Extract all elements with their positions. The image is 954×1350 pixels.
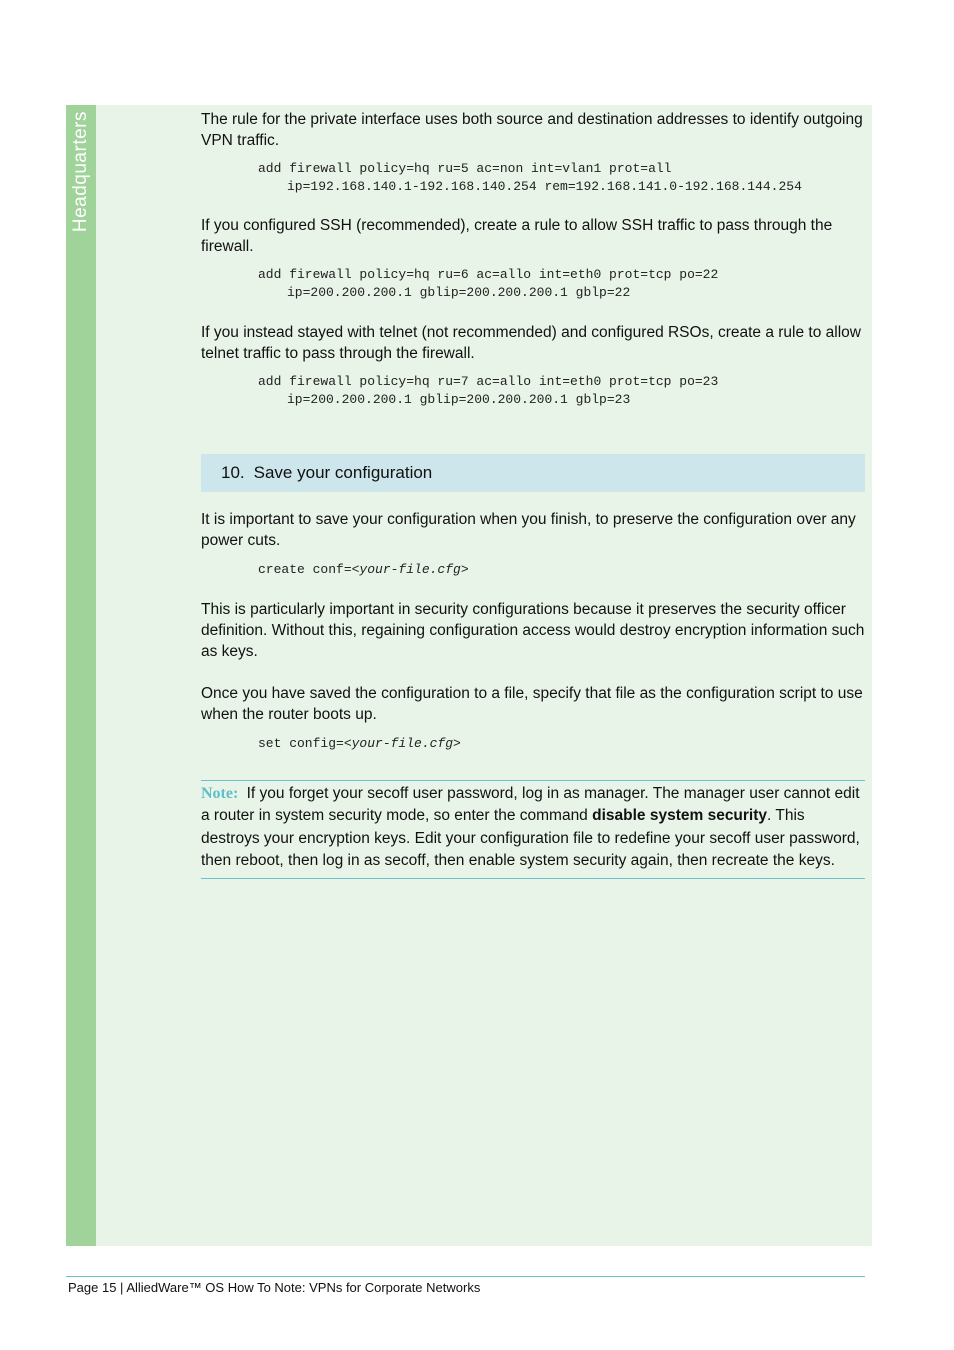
code-block-rule-7 <box>201 373 865 408</box>
note-text-before: If you forget your secoff user password, log in as manager. The manager user cannot edit a router in system security mode, so enter the command <box>201 785 860 825</box>
paragraph-security-officer: This is particularly important in security configurations because it preserves the security officer definition. Without this, regaining configuration access would destroy encryption information such as keys. <box>201 600 865 660</box>
paragraph-ssh: If you configured SSH (recommended), create a rule to allow SSH traffic to pass through the firewall. <box>201 217 833 255</box>
note-text <box>201 783 865 872</box>
page-content <box>201 109 865 879</box>
code-line: add firewall policy=hq ru=5 ac=non int=vlan1 prot=all <box>258 161 672 176</box>
paragraph-private-interface: The rule for the private interface uses both source and destination addresses to identify outgoing VPN traffic. <box>201 111 863 149</box>
code-block-create-conf <box>201 561 865 579</box>
footer-rule <box>66 1276 865 1277</box>
code-block-rule-6 <box>201 266 865 301</box>
section-number: 10. <box>221 463 245 482</box>
section-heading <box>201 454 865 492</box>
code-line: ip=200.200.200.1 gblip=200.200.200.1 gblp=23 <box>287 391 631 407</box>
paragraph-save-importance: It is important to save your configuration when you finish, to preserve the configuration over any power cuts. <box>201 511 856 549</box>
sidebar-band <box>66 105 96 1246</box>
code-text: > <box>460 562 469 577</box>
paragraph-config-script: Once you have saved the configuration to a file, specify that file as the configuration script to use when the router boots up. <box>201 684 863 723</box>
sidebar-label <box>66 105 96 240</box>
note-command: disable system security <box>592 807 768 825</box>
section-title: Save your configuration <box>253 463 433 482</box>
code-line: ip=200.200.200.1 gblip=200.200.200.1 gblp=22 <box>287 284 631 300</box>
paragraph-telnet: If you instead stayed with telnet (not recommended) and configured RSOs, create a rule to allow telnet traffic to pass through the firewall. <box>201 324 861 362</box>
page-footer: Page 15 | AlliedWare™ OS How To Note: VPNs for Corporate Networks <box>68 1280 481 1295</box>
code-line: add firewall policy=hq ru=6 ac=allo int=eth0 prot=tcp po=22 <box>258 267 719 282</box>
code-text: > <box>453 735 461 751</box>
note-box <box>201 780 865 879</box>
code-argument: your-file.cfg <box>359 562 461 577</box>
note-text-after: . This destroys your encryption keys. Edit your configuration file to redefine your secoff user password, then reboot, then log in as secoff, then enable system security again, then recreate the keys. <box>201 807 860 869</box>
code-argument: your-file.cfg <box>351 735 454 751</box>
code-block-rule-5 <box>201 160 865 195</box>
code-line: ip=192.168.140.1-192.168.140.254 rem=192.168.141.0-192.168.144.254 <box>287 178 802 194</box>
note-label: Note: <box>201 785 239 802</box>
code-text: create conf=< <box>258 562 360 577</box>
sidebar-label-text: Headquarters <box>70 111 91 233</box>
code-text: set config=< <box>258 735 352 751</box>
code-line: add firewall policy=hq ru=7 ac=allo int=eth0 prot=tcp po=23 <box>258 374 719 389</box>
code-block-set-config <box>201 735 865 753</box>
